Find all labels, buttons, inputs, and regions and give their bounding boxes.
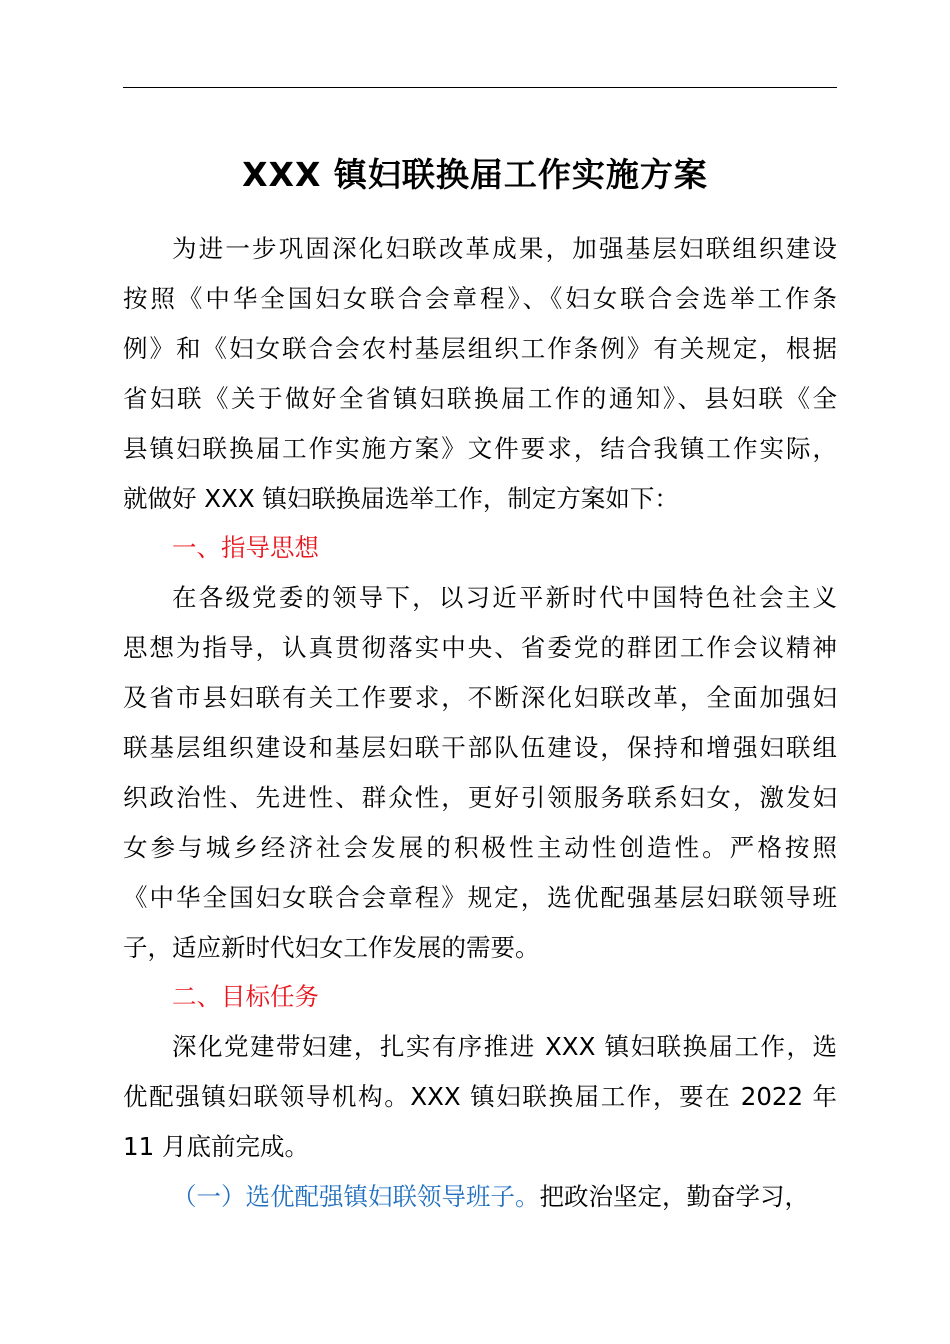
paragraph-line: 织政治性、先进性、群众性，更好引领服务联系妇女，激发妇 [123,783,837,812]
header-rule [123,87,837,88]
paragraph-line: 子，适应新时代妇女工作发展的需要。 [123,933,540,962]
paragraph-line: 女参与城乡经济社会发展的积极性主动性创造性。严格按照 [123,833,837,862]
paragraph-line: 及省市县妇联有关工作要求，不断深化妇联改革，全面加强妇 [123,683,837,712]
paragraph-line: 例》和《妇女联合会农村基层组织工作条例》有关规定，根据 [123,334,837,363]
paragraph-line: 优配强镇妇联领导机构。XXX 镇妇联换届工作，要在 2022 年 [123,1082,837,1111]
section-heading: 一、指导思想 [172,533,319,562]
paragraph-line: 11 月底前完成。 [123,1132,309,1161]
paragraph-line: 深化党建带妇建，扎实有序推进 XXX 镇妇联换届工作，选 [172,1032,837,1061]
paragraph-line: 县镇妇联换届工作实施方案》文件要求，结合我镇工作实际， [123,434,837,463]
section-heading: 二、目标任务 [172,982,319,1011]
subsection-text: 把政治坚定，勤奋学习， [539,1182,809,1211]
paragraph-line: 就做好 XXX 镇妇联换届选举工作，制定方案如下： [123,484,679,513]
subsection-heading: （一）选优配强镇妇联领导班子。 [172,1182,540,1211]
paragraph-line: 按照《中华全国妇女联合会章程》、《妇女联合会选举工作条 [123,284,837,313]
document-title: XXX 镇妇联换届工作实施方案 [242,155,708,194]
subsection-line [123,1179,837,1215]
paragraph-line: 《中华全国妇女联合会章程》规定，选优配强基层妇联领导班 [123,883,837,912]
paragraph-line: 在各级党委的领导下，以习近平新时代中国特色社会主义 [172,583,837,612]
paragraph-line: 省妇联《关于做好全省镇妇联换届工作的通知》、县妇联《全 [123,384,837,413]
paragraph-line: 联基层组织建设和基层妇联干部队伍建设，保持和增强妇联组 [123,733,837,762]
paragraph-line: 为进一步巩固深化妇联改革成果，加强基层妇联组织建设 [172,234,837,263]
paragraph-line: 思想为指导，认真贯彻落实中央、省委党的群团工作会议精神 [123,633,837,662]
